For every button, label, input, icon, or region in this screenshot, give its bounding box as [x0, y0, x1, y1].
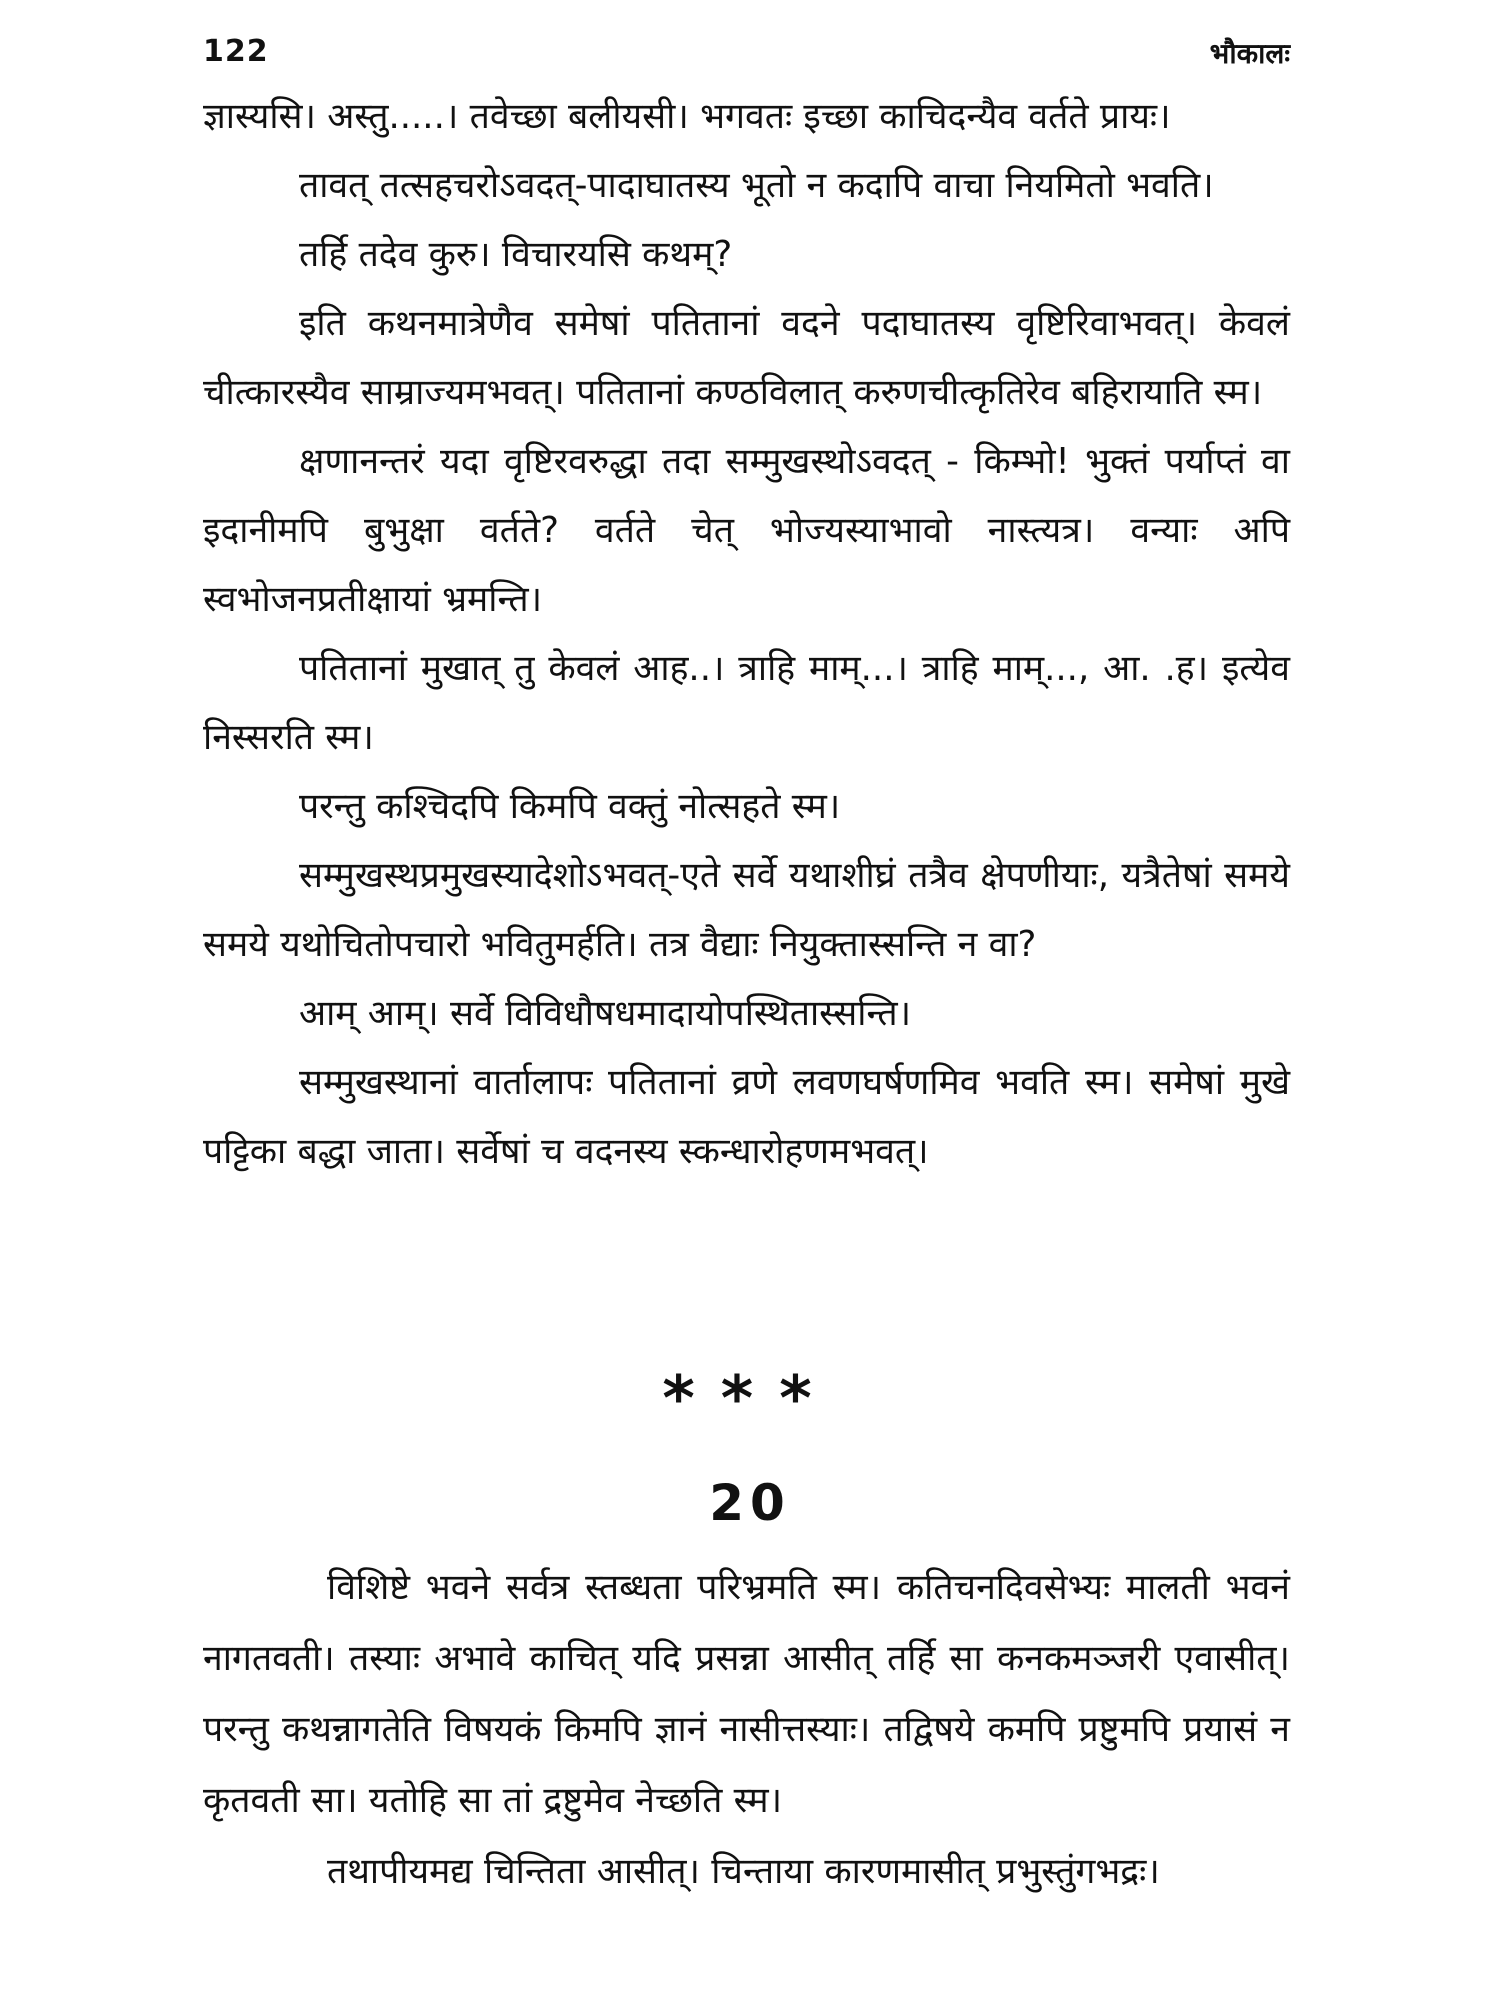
page-number: 122	[203, 34, 269, 69]
paragraph: तावत् तत्सहचरोऽवदत्-पादाघातस्य भूतो न कदापि वाचा नियमितो भवति।	[299, 165, 1214, 206]
paragraph: पतितानां मुखात् तु केवलं आह..। त्राहि माम्...। त्राहि माम्..., आ. .ह। इत्येव निस्सरति स्म।	[203, 648, 1290, 758]
paragraph: विशिष्टे भवने सर्वत्र स्तब्धता परिभ्रमति स्म। कतिचनदिवसेभ्यः मालती भवनं नागतवती। तस्याः अभावे काचित् यदि प्रसन्ना आसीत् तर्हि सा कनकमञ्जरी एवासीत्। परन्तु कथन्नागतेति विषयकं किमपि ज्ञानं नासीत्तस्याः। तद्विषये कमपि प्रष्टुमपि प्रयासं न कृतवती सा। यतोहि सा तां द्रष्टुमेव नेच्छति स्म।	[203, 1567, 1290, 1821]
paragraph: क्षणानन्तरं यदा वृष्टिरवरुद्धा तदा सम्मुखस्थोऽवदत् - किम्भो! भुक्तं पर्याप्तं वा इदानीमपि बुभुक्षा वर्तते? वर्तते चेत् भोज्यस्याभावो नास्त्यत्र। वन्याः अपि स्वभोजनप्रतीक्षायां भ्रमन्ति।	[203, 441, 1290, 620]
chapter-text	[203, 1552, 1290, 1907]
paragraph: तथापीयमद्य चिन्तिता आसीत्। चिन्ताया कारणमासीत् प्रभुस्तुंगभद्रः।	[327, 1851, 1160, 1892]
section-separator: ***	[662, 1362, 838, 1435]
chapter-number: 20	[709, 1474, 791, 1532]
paragraph: ज्ञास्यसि। अस्तु.....। तवेच्छा बलीयसी। भगवतः इच्छा काचिदन्यैव वर्तते प्रायः।	[203, 96, 1171, 137]
running-head: भौकालः	[1209, 37, 1290, 70]
paragraph: सम्मुखस्थानां वार्तालापः पतितानां व्रणे लवणघर्षणमिव भवति स्म। समेषां मुखे पट्टिका बद्धा जाता। सर्वेषां च वदनस्य स्कन्धारोहणमभवत्।	[203, 1062, 1290, 1172]
body-text	[203, 82, 1290, 1186]
paragraph: सम्मुखस्थप्रमुखस्यादेशोऽभवत्-एते सर्वे यथाशीघ्रं तत्रैव क्षेपणीयाः, यत्रैतेषां समये समये यथोचितोपचारो भवितुमर्हति। तत्र वैद्याः नियुक्तास्सन्ति न वा?	[203, 855, 1290, 965]
paragraph: तर्हि तदेव कुरु। विचारयसि कथम्?	[299, 234, 733, 275]
paragraph: इति कथनमात्रेणैव समेषां पतितानां वदने पदाघातस्य वृष्टिरिवाभवत्। केवलं चीत्कारस्यैव साम्राज्यमभवत्। पतितानां कण्ठविलात् करुणचीत्कृतिरेव बहिरायाति स्म।	[203, 303, 1290, 413]
paragraph: आम् आम्। सर्वे विविधौषधमादायोपस्थितास्सन्ति।	[299, 993, 912, 1034]
paragraph: परन्तु कश्चिदपि किमपि वक्तुं नोत्सहते स्म।	[299, 786, 841, 827]
page-header	[203, 34, 1290, 74]
